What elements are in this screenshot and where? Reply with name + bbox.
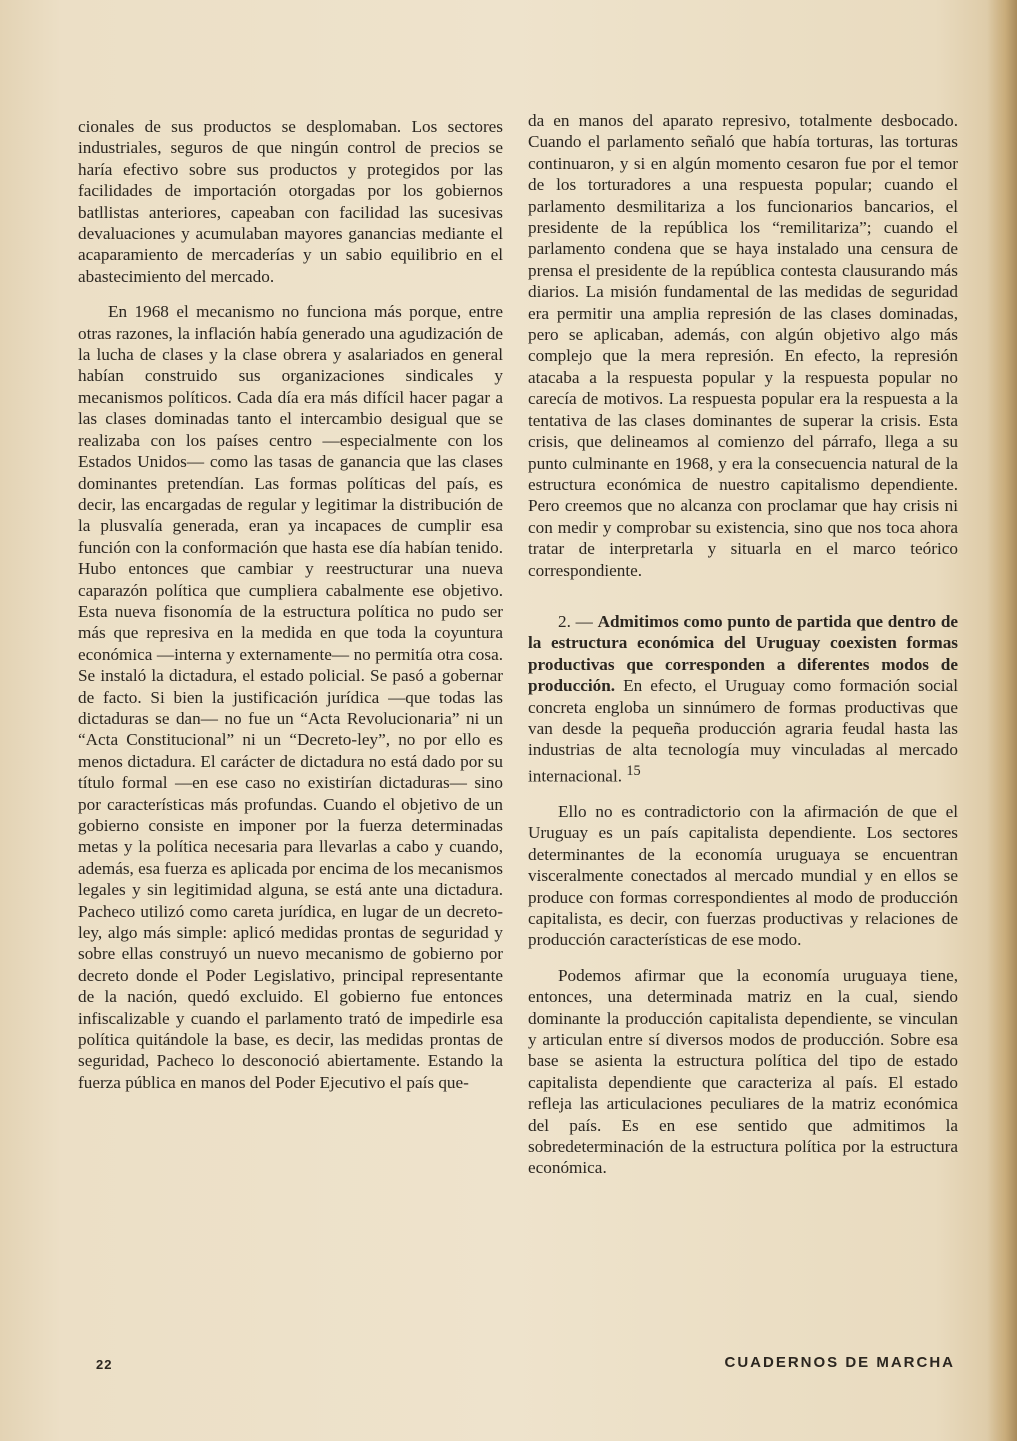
right-column	[528, 110, 958, 1179]
section-number: 2. —	[558, 611, 593, 631]
right-paragraph-1: da en manos del aparato represivo, totalmente desbocado. Cuando el parlamento señaló que había torturas, las torturas continuaron, y si en algún momento cesaron fue por el temor de los torturadores a una respuesta popular; cuando el parlamento desmilitariza a los funcionarios bancarios, el presidente de la república los “remilitariza”; cuando el parlamento condena que se haya instalado una censura de prensa el presidente de la república contesta clausurando más diarios. La misión fundamental de las medidas de seguridad era permitir una amplia represión de las clases dominadas, pero se aplicaban, además, con algún objetivo algo más complejo que la mera represión. En efecto, la represión atacaba a la respuesta popular y la respuesta popular no carecía de motivos. La respuesta popular era la respuesta a la tentativa de las clases dominantes de superar la crisis. Esta crisis, que delineamos al comienzo del párrafo, llega a su punto culminante en 1968, y era la consecuencia natural de la estructura económica de nuestro capitalismo dependiente. Pero creemos que no alcanza con proclamar que hay crisis ni con medir y comprobar su existencia, sino que nos toca ahora tratar de interpretarla y situarla en el marco teórico correspondiente.	[528, 111, 958, 580]
section-body: En efecto, el Uruguay como formación social concreta engloba un sinnúmero de formas productivas que van desde la pequeña producción agraria feudal hasta las industrias de alta tecnología muy vinculadas al mercado internacional.	[528, 676, 958, 786]
page-number: 22	[96, 1357, 113, 1372]
left-column	[78, 116, 503, 1093]
footnote-ref: 15	[626, 762, 641, 779]
section-thesis: Admitimos como punto de partida que dentro de la estructura económica del Uruguay coexisten formas productivas que corresponden a diferentes modos de producción.	[528, 611, 959, 696]
right-paragraph-3: Ello no es contradictorio con la afirmación de que el Uruguay es un país capitalista dependiente. Los sectores determinantes de la economía uruguaya se encuentran visceralmente conectados al mercado mundial y en ellos se produce con formas correspondientes al modo de producción capitalista, es decir, con fuerzas productivas y relaciones de producción características de ese modo.	[528, 801, 958, 950]
page-edge-shadow	[987, 0, 1017, 1441]
right-paragraph-4: Podemos afirmar que la economía uruguaya tiene, entonces, una determinada matriz en la cual, siendo dominante la producción capitalista dependiente, se vinculan y articulan entre sí diversos modos de producción. Sobre esa base se asienta la estructura política del tipo de estado capitalista dependiente que caracteriza al país. El estado refleja las articulaciones peculiares de la matriz económica del país. Es en ese sentido que admitimos la sobredeterminación de la estructura política por la estructura económica.	[528, 965, 958, 1178]
right-paragraph-2	[528, 611, 958, 787]
left-paragraph-2: En 1968 el mecanismo no funciona más porque, entre otras razones, la inflación había generado una agudización de la lucha de clases y la clase obrera y asalariados en general habían construido sus organizaciones sindicales y mecanismos políticos. Cada día era más difícil hacer pagar a las clases dominadas tanto el intercambio desigual que se realizaba con los países centro —especialmente con los Estados Unidos— como las tasas de ganancia que las clases dominantes pretendían. Las formas políticas del país, es decir, las encargadas de regular y legitimar la distribución de la plusvalía generada, eran ya incapaces de cumplir esa función con la conformación que hasta ese día habían tenido. Hubo entonces que cambiar y reestructurar una nueva caparazón política que cumpliera cabalmente ese objetivo. Esta nueva fisonomía de la estructura política no pudo ser más que represiva en la medida en que toda la coyuntura económica —interna y externamente— no permitía otra cosa. Se instaló la dictadura, el estado policial. Se pasó a gobernar de facto. Si bien la justificación jurídica —que todas las dictaduras se dan— no fue un “Acta Revolucionaria” ni un “Acta Constitucional” ni un “Decreto-ley”, no por ello es menos dictadura. El carácter de dictadura no está dado por su título formal —en ese caso no existirían dictaduras— sino por características más profundas. Cuando el objetivo de un gobierno consiste en imponer por la fuerza determinadas metas y la política necesaria para llevarlas a cabo y cuando, además, esa fuerza es aplicada por encima de los mecanismos legales y sin legitimidad alguna, se está ante una dictadura. Pacheco utilizó como careta jurídica, en lugar de un decreto-ley, algo más simple: aplicó medidas prontas de seguridad y sobre ellas construyó un nuevo mecanismo de gobierno por decreto donde el Poder Legislativo, principal representante de la nación, quedó excluido. El gobierno fue entonces infiscalizable y cuando el parlamento trató de impedirle esa política quitándole la base, es decir, las medidas prontas de seguridad, Pacheco lo desconoció abiertamente. Estando la fuerza pública en manos del Poder Ejecutivo el país que-	[78, 302, 503, 1092]
left-paragraph-1: cionales de sus productos se desplomaban. Los sectores industriales, seguros de que ningún control de precios se haría efectivo sobre sus productos y protegidos por las facilidades de importación otorgadas por los gobiernos batllistas anteriores, capeaban con facilidad las sucesivas devaluaciones y acumulaban mayores ganancias mediante el acaparamiento de mercaderías y un sabio equilibrio en el abastecimiento del mercado.	[78, 117, 503, 286]
publication-name: CUADERNOS DE MARCHA	[724, 1354, 955, 1371]
